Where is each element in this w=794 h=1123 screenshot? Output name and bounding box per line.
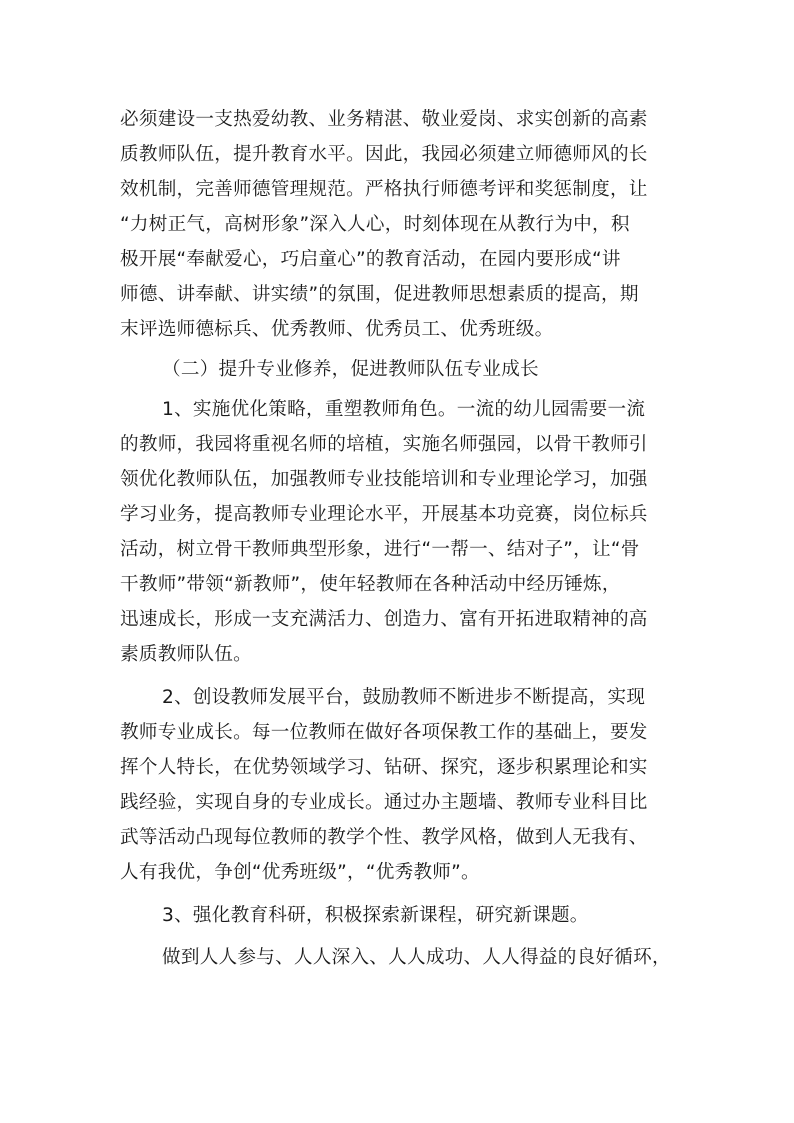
text-line-7: 末评选师德标兵、优秀教师、优秀员工、优秀班级。 xyxy=(120,319,554,340)
paragraph-1-first-line: 1、实施优化策略，重塑教师角色。一流的幼儿园需要一流 xyxy=(162,399,646,420)
paragraph-4-first-line: 做到人人参与、人人深入、人人成功、人人得益的良好循环， xyxy=(162,947,671,968)
text-line-13: 活动，树立骨干教师典型形象，进行“一帮一、结对子”，让“骨 xyxy=(120,539,640,560)
text-line-5: 极开展“奉献爱心，巧启童心”的教育活动，在园内要形成“讲 xyxy=(120,249,621,270)
text-line-18: 教师专业成长。每一位教师在做好各项保教工作的基础上，要发 xyxy=(120,722,648,743)
paragraph-3-first-line: 3、强化教育科研，积极探索新课程，研究新课题。 xyxy=(162,905,589,926)
section-heading: （二）提升专业修养，促进教师队伍专业成长 xyxy=(162,359,539,380)
text-line-6: 师德、讲奉献、讲实绩”的氛围，促进教师思想素质的提高，期 xyxy=(120,284,639,305)
text-line-16: 素质教师队伍。 xyxy=(120,644,252,665)
paragraph-2-first-line: 2、创设教师发展平台，鼓励教师不断进步不断提高，实现 xyxy=(162,687,646,708)
text-line-4: “力树正气，高树形象”深入人心，时刻体现在从教行为中，积 xyxy=(120,214,630,235)
text-line-2: 质教师队伍，提升教育水平。因此，我园必须建立师德师风的长 xyxy=(120,144,648,165)
text-line-21: 武等活动凸现每位教师的教学个性、教学风格，做到人无我有、 xyxy=(120,827,648,848)
text-line-1: 必须建设一支热爱幼教、业务精湛、敬业爱岗、求实创新的高素 xyxy=(120,109,648,130)
text-line-22: 人有我优，争创“优秀班级”，“优秀教师”。 xyxy=(120,862,480,883)
text-line-10: 的教师，我园将重视名师的培植，实施名师强园，以骨干教师引 xyxy=(120,434,648,455)
text-line-20: 践经验，实现自身的专业成长。通过办主题墙、教师专业科目比 xyxy=(120,792,648,813)
text-line-12: 学习业务，提高教师专业理论水平，开展基本功竞赛，岗位标兵 xyxy=(120,504,648,525)
text-line-11: 领优化教师队伍，加强教师专业技能培训和专业理论学习，加强 xyxy=(120,469,648,490)
text-line-3: 效机制，完善师德管理规范。严格执行师德考评和奖惩制度，让 xyxy=(120,179,648,200)
text-line-19: 挥个人特长，在优势领域学习、钻研、探究，逐步积累理论和实 xyxy=(120,757,648,778)
text-line-15: 迅速成长，形成一支充满活力、创造力、富有开拓进取精神的高 xyxy=(120,609,648,630)
text-line-14: 干教师”带领“新教师”，使年轻教师在各种活动中经历锤炼， xyxy=(120,574,621,595)
